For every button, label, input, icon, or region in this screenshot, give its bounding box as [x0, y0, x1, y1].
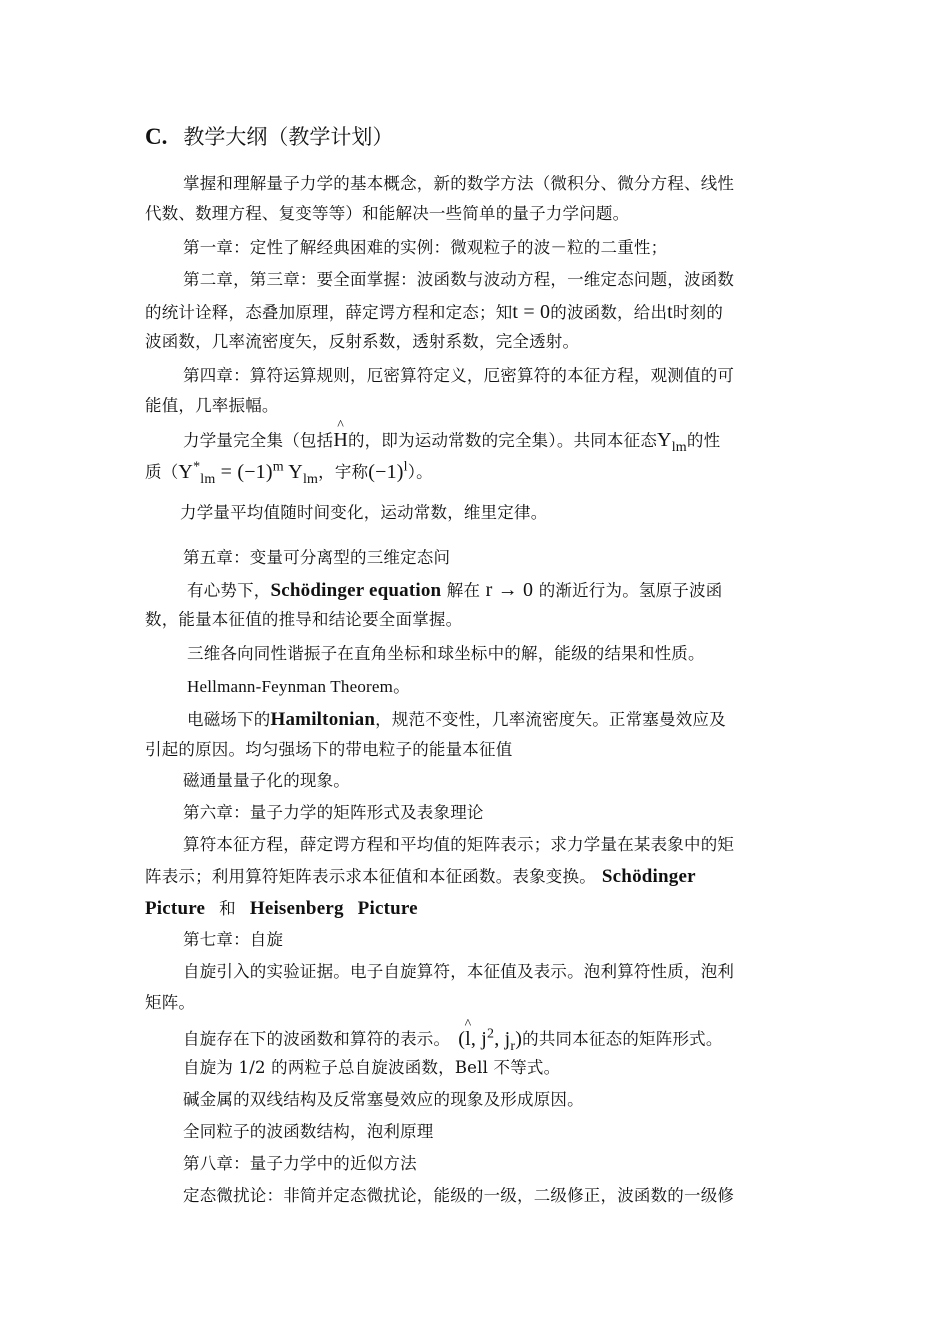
- paragraph-line: 矩阵。: [145, 993, 196, 1012]
- section-label: C.: [145, 124, 168, 149]
- section-title: 教学大纲（教学计划）: [183, 125, 394, 149]
- section-heading: [145, 121, 393, 151]
- math-hamiltonian-operator: ^ H: [333, 430, 348, 450]
- paragraph-line: 电磁场下的Hamiltonian，规范不变性，几率流密度矢。正常塞曼效应及: [187, 709, 726, 730]
- paragraph-line: 阵表示；利用算符矩阵表示求本征值和本征函数。表象变换。 Schödinger: [145, 866, 696, 887]
- paragraph-line: 自旋为 1/2 的两粒子总自旋波函数，Bell 不等式。: [183, 1058, 561, 1077]
- paragraph-line: 第五章：变量可分离型的三维定态问: [183, 548, 451, 567]
- math-t: t: [667, 301, 673, 323]
- bold-term: Schödinger equation: [270, 580, 442, 601]
- math-parity: $(-1)^l$: [368, 459, 408, 483]
- paragraph-line: 全同粒子的波函数结构，泡利原理: [183, 1122, 434, 1141]
- paragraph-line: 的统计诠释，态叠加原理，薛定谔方程和定态；知t = 0的波函数，给出t时刻的: [145, 301, 724, 323]
- math-t-equals-zero: t = 0: [512, 301, 551, 323]
- math-l-j2-jr: (^ l, $j^2$, $j_r$): [458, 1028, 522, 1050]
- paragraph-line: 力学量平均值随时间变化，运动常数，维里定律。: [180, 503, 548, 522]
- paragraph-line: 自旋存在下的波函数和算符的表示。 (^ l, $j^2$, $j_r$)的共同本征态的矩阵形式。: [183, 1027, 723, 1054]
- paragraph-line: 第八章：量子力学中的近似方法: [183, 1154, 417, 1173]
- math-r-to-zero: r → 0: [485, 579, 534, 601]
- paragraph-line: 第四章：算符运算规则，厄密算符定义，厄密算符的本征方程，观测值的可: [183, 366, 735, 385]
- paragraph-line: 能值，几率振幅。: [145, 396, 279, 415]
- paragraph-line: 掌握和理解量子力学的基本概念，新的数学方法（微积分、微分方程、线性: [183, 174, 735, 193]
- bold-term: Schödinger: [601, 866, 696, 887]
- paragraph-line: 质（$Y^*_{lm} = (-1)^m$ $Y_{lm}$，宇称$(-1)^l$）。: [145, 459, 433, 487]
- paragraph-line: 碱金属的双线结构及反常塞曼效应的现象及形成原因。: [183, 1090, 584, 1109]
- paragraph-line: Picture 和 Heisenberg Picture: [145, 898, 418, 919]
- paragraph-line: 三维各向同性谐振子在直角坐标和球坐标中的解，能级的结果和性质。: [187, 644, 705, 663]
- paragraph-line: Hellmann-Feynman Theorem。: [187, 677, 411, 696]
- paragraph-line: 第二章，第三章：要全面掌握：波函数与波动方程，一维定态问题，波函数: [183, 270, 735, 289]
- paragraph-line: 代数、数理方程、复变等等）和能解决一些简单的量子力学问题。: [145, 204, 630, 223]
- paragraph-line: 自旋引入的实验证据。电子自旋算符，本征值及表示。泡利算符性质，泡利: [183, 962, 735, 981]
- paragraph-line: 定态微扰论：非简并定态微扰论，能级的一级，二级修正，波函数的一级修: [183, 1186, 735, 1205]
- bold-term: Hamiltonian: [270, 709, 376, 730]
- paragraph-line: 算符本征方程，薛定谔方程和平均值的矩阵表示；求力学量在某表象中的矩: [183, 835, 735, 854]
- math-ylm-conjugate-relation: $Y^*_{lm} = (-1)^m$ $Y_{lm}$: [178, 459, 319, 487]
- paragraph-line: 磁通量量子化的现象。: [183, 771, 350, 790]
- bold-term: Picture: [357, 898, 418, 919]
- paragraph-line: 第七章：自旋: [183, 930, 284, 949]
- paragraph-line: 第一章：定性了解经典困难的实例：微观粒子的波－粒的二重性；: [183, 238, 668, 257]
- bold-term: Heisenberg: [249, 898, 344, 919]
- bold-term: Picture: [145, 898, 206, 919]
- paragraph-line: 力学量完全集（包括^ H的，即为运动常数的完全集）。共同本征态$Y_{lm}$的性: [183, 430, 720, 455]
- paragraph-line: 数，能量本征值的推导和结论要全面掌握。: [145, 610, 463, 629]
- paragraph-line: 有心势下，Schödinger equation 解在 r → 0 的渐近行为。氢原子波函: [187, 579, 723, 601]
- paragraph-line: 第六章：量子力学的矩阵形式及表象理论: [183, 803, 484, 822]
- paragraph-line: 引起的原因。均匀强场下的带电粒子的能量本征值: [145, 740, 513, 759]
- math-ylm: $Y_{lm}$: [657, 429, 687, 455]
- paragraph-line: 波函数，几率流密度矢，反射系数，透射系数，完全透射。: [145, 332, 580, 351]
